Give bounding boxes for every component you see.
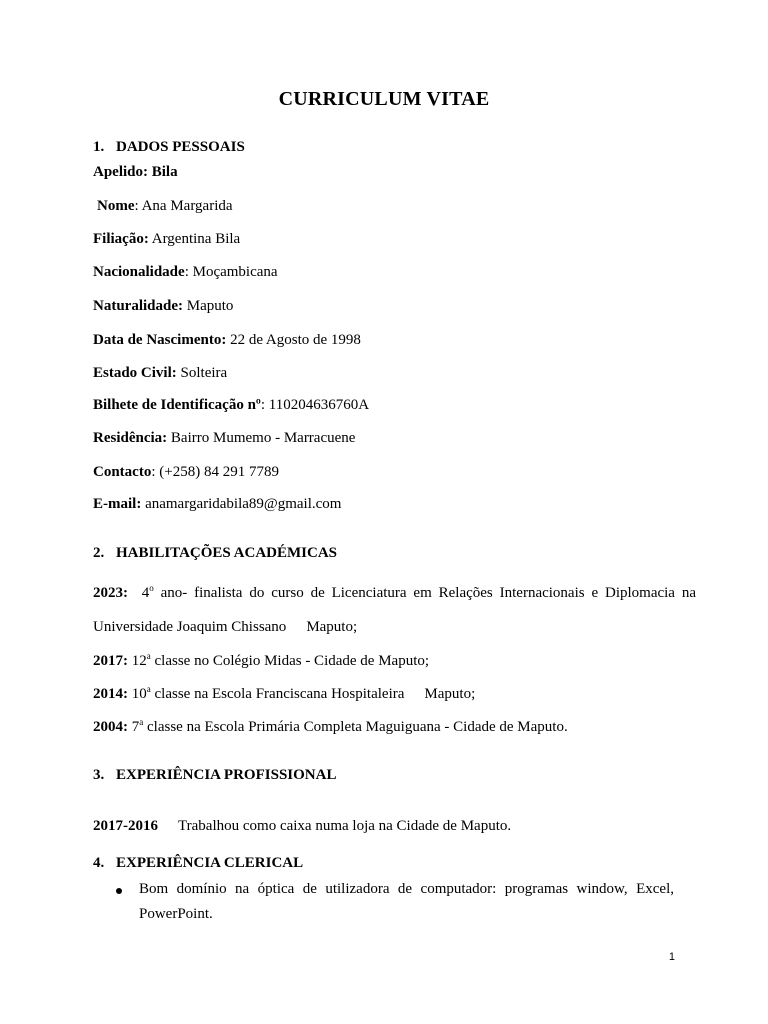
academic-entry-2004: [93, 719, 568, 736]
field-label: Bilhete de Identificação nº: [93, 397, 261, 413]
section-title: HABILITAÇÕES ACADÉMICAS: [116, 545, 338, 561]
entry-grade: 4: [141, 585, 150, 601]
field-label: Data de Nascimento:: [93, 332, 227, 348]
clerical-bullet-text-cont: PowerPoint.: [139, 906, 213, 922]
entry-text: ano- finalista do curso de Licenciatura em Relações Internacionais e Diplomacia na: [160, 585, 696, 601]
entry-text: classe no Colégio Midas - Cidade de Maputo;: [150, 653, 430, 669]
page-number: 1: [668, 951, 675, 963]
field-value: Bairro Mumemo - Marracuene: [167, 430, 356, 446]
field-value: Argentina Bila: [148, 231, 241, 247]
field-contacto: [93, 464, 279, 481]
field-nome: [97, 198, 233, 215]
field-label: Contacto: [93, 464, 152, 480]
section-title: EXPERIÊNCIA CLERICAL: [116, 855, 304, 871]
field-filiacao: [93, 231, 240, 248]
field-label: Filiação:: [93, 231, 149, 247]
field-label: Estado Civil:: [93, 365, 177, 381]
bullet-icon: [116, 888, 122, 894]
entry-year: 2014:: [93, 686, 128, 702]
academic-entry-2023: [93, 585, 696, 602]
entry-year: 2004:: [93, 719, 128, 735]
section-title: EXPERIÊNCIA PROFISSIONAL: [116, 767, 337, 783]
field-naturalidade: [93, 298, 233, 315]
entry-grade: 12: [131, 653, 147, 669]
field-label: Naturalidade:: [93, 298, 183, 314]
field-value: Solteira: [176, 365, 228, 381]
academic-entry-2023-cont: [93, 619, 357, 636]
section-heading-personal: [93, 139, 245, 156]
experience-description: Trabalhou como caixa numa loja na Cidade de Maputo.: [178, 818, 512, 834]
field-value: : Ana Margarida: [134, 198, 233, 214]
page-title: CURRICULUM VITAE: [278, 88, 490, 110]
entry-grade-sup: a: [146, 651, 151, 661]
field-estado-civil: [93, 365, 227, 382]
entry-text: classe na Escola Primária Completa Maguiguana - Cidade de Maputo.: [143, 719, 568, 735]
field-value: Maputo: [183, 298, 234, 314]
field-label: Nome: [97, 198, 135, 214]
section-number: 1.: [93, 139, 105, 155]
entry-city: Maputo;: [424, 686, 476, 702]
section-heading-academic: [93, 545, 337, 562]
section-title: DADOS PESSOAIS: [116, 139, 245, 155]
clerical-bullet-text: Bom domínio na óptica de utilizadora de computador: programas window, Excel,: [139, 881, 674, 897]
field-data-nascimento: [93, 332, 361, 349]
entry-text: classe na Escola Franciscana Hospitaleira: [150, 686, 405, 702]
entry-text: Universidade Joaquim Chissano: [93, 619, 287, 635]
entry-grade: 7: [131, 719, 140, 735]
academic-entry-2017: [93, 653, 429, 670]
field-residencia: [93, 430, 355, 447]
field-nacionalidade: [93, 264, 278, 281]
section-number: 3.: [93, 767, 105, 783]
field-email: [93, 496, 341, 513]
experience-period: 2017-2016: [93, 818, 158, 834]
experience-entry: [93, 818, 511, 835]
entry-city: Maputo;: [306, 619, 358, 635]
entry-grade-sup: a: [146, 684, 151, 694]
section-number: 4.: [93, 855, 105, 871]
field-value: : Moçambicana: [184, 264, 278, 280]
field-bilhete: [93, 397, 369, 414]
field-apelido: Apelido: Bila: [93, 164, 178, 180]
field-label: E-mail:: [93, 496, 142, 512]
section-heading-clerical: [93, 855, 303, 872]
section-heading-experience: [93, 767, 336, 784]
entry-year: 2017:: [93, 653, 128, 669]
entry-year: 2023:: [93, 585, 128, 601]
field-value: : (+258) 84 291 7789: [151, 464, 279, 480]
entry-grade: 10: [131, 686, 147, 702]
field-value: 22 de Agosto de 1998: [226, 332, 361, 348]
field-label: Nacionalidade: [93, 264, 185, 280]
field-label: Residência:: [93, 430, 168, 446]
field-value: anamargaridabila89@gmail.com: [141, 496, 342, 512]
section-number: 2.: [93, 545, 105, 561]
entry-grade-sup: o: [149, 583, 154, 593]
field-value: : 110204636760A: [260, 397, 370, 413]
academic-entry-2014: [93, 686, 475, 703]
entry-grade-sup: a: [139, 717, 144, 727]
